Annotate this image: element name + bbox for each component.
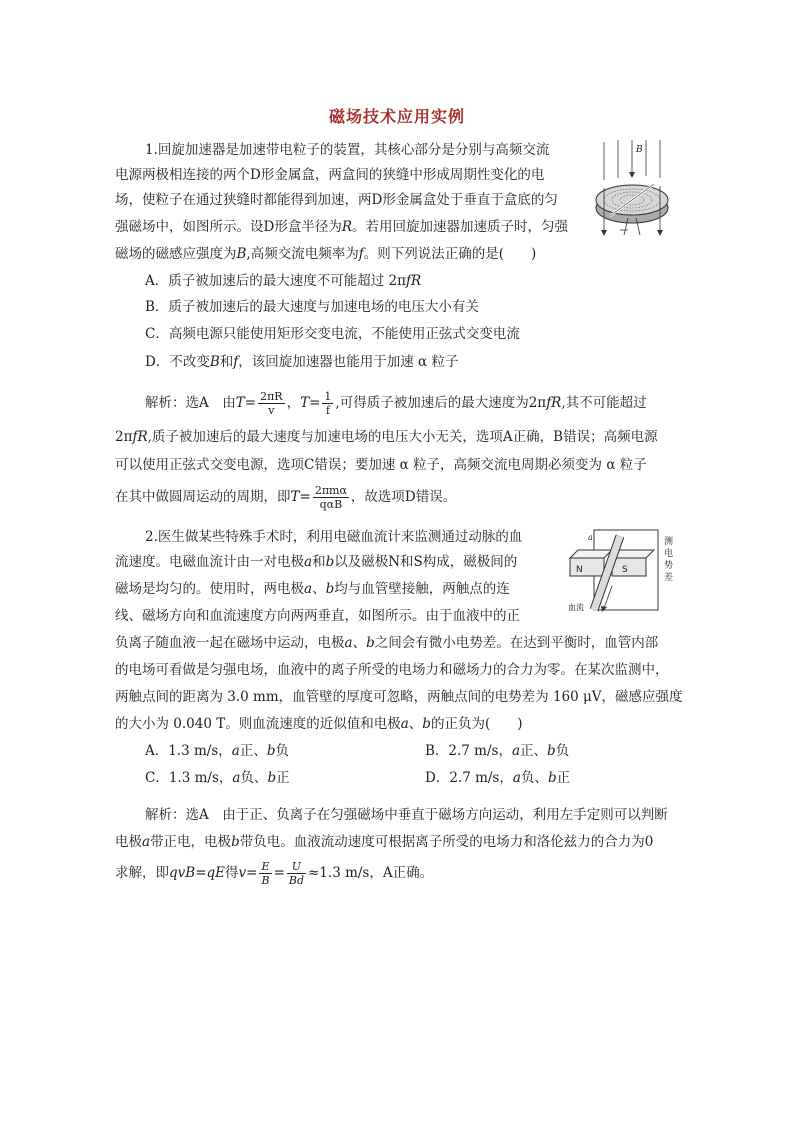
- q2-line-6: 的电场可看做是匀强电场，血液中的离子所受的电场力和磁场力的合力为零。在某次监测中，: [115, 662, 669, 678]
- q1-line-2: 电源两极相连接的两个D形金属盒，两盒间的狭缝中形成周期性变化的电: [115, 167, 545, 183]
- flowmeter-label-a: a: [588, 533, 593, 542]
- q1-line-1: 1.回旋加速器是加速带电粒子的装置，其核心部分是分别与高频交流: [145, 142, 550, 158]
- q1-analysis-line-2: 2πfR,质子被加速后的最大速度与加速电场的电压大小无关，选项A正确，B错误；高频电源: [115, 429, 658, 445]
- q1-analysis-line-3: 可以使用正弦式交变电源，选项C错误；要加速 α 粒子，高频交流电周期必须变为 α 粒子: [115, 457, 647, 473]
- q2-line-2: 流速度。电磁血流计由一对电极a和b以及磁极N和S构成，磁极间的: [115, 554, 518, 570]
- q1-line-4: 强磁场中，如图所示。设D形盒半径为R。若用回旋加速器加速质子时，匀强: [115, 219, 568, 235]
- side-label-char-2: 电: [664, 549, 674, 559]
- fraction-e-over-b: $\frac{E}{B}$: [261, 860, 270, 887]
- q2-analysis-line-2: 电极a带正电，电极b带负电。血液流动速度可根据离子所受的电场力和洛伦兹力的合力为0: [115, 834, 654, 850]
- magnet-pole-n: N: [576, 565, 583, 575]
- cyclotron-figure: [590, 138, 680, 238]
- q1-option-d: D．不改变B和f，该回旋加速器也能用于加速 α 粒子: [145, 354, 459, 370]
- q2-analysis-line-1: 解析：选A 由于正、负离子在匀强磁场中垂直于磁场方向运动，利用左手定则可以判断: [145, 807, 668, 823]
- q2-option-c: C．1.3 m/s，a负、b正: [145, 770, 290, 786]
- q2-line-3: 磁场是均匀的。使用时，两电极a、b均与血管壁接触，两触点的连: [115, 581, 510, 597]
- q2-option-b: B．2.7 m/s，a正、b负: [425, 743, 570, 759]
- q1-line-5: 磁场的磁感应强度为B,高频交流电频率为f。则下列说法正确的是( ): [115, 246, 537, 262]
- q1-analysis-line-1: 解析：选A 由T= $\frac{2\pi R}{v}$ ，T= $\frac{1}{f}$ ,可得质子被加速后的最大速度为2πfR,其不可能超过: [145, 390, 647, 417]
- magnet-pole-s: S: [622, 565, 628, 575]
- q2-option-d: D．2.7 m/s，a负、b正: [425, 770, 571, 786]
- blood-flowmeter-figure: [560, 526, 684, 616]
- q2-line-1: 2.医生做某些特殊手术时，利用电磁血流计来监测通过动脉的血: [145, 529, 523, 545]
- page-title: 磁场技术应用实例: [328, 107, 465, 126]
- fraction-1-over-f: $\frac{1}{f}$: [324, 390, 332, 417]
- blood-flow-label: 血流: [568, 603, 584, 612]
- side-label-char-1: 测: [664, 537, 674, 547]
- fraction-u-over-bd: $\frac{U}{Bd}$: [288, 860, 304, 887]
- q2-line-8: 的大小为 0.040 T。则血流速度的近似值和电极a、b的正负为( ): [115, 716, 523, 732]
- q2-line-5: 负离子随血液一起在磁场中运动，电极a、b之间会有微小电势差。在达到平衡时，血管内部: [115, 635, 659, 651]
- q1-option-c: C．高频电源只能使用矩形交变电流，不能使用正弦式交变电流: [145, 326, 520, 342]
- q2-analysis-line-3: 求解，即qvB=qE得v= $\frac{E}{B}$ = $\frac{U}{Bd}$ ≈1.3 m/s，A正确。: [115, 860, 434, 887]
- fraction-2pir-over-v: $\frac{2\pi R}{v}$: [260, 390, 283, 417]
- fraction-2pim-over-qb: $\frac{\text{2πmα}}{\text{qαB}}$: [314, 484, 347, 511]
- q1-analysis-line-4: 在其中做圆周运动的周期，即T= $\frac{\text{2πmα}}{\text{qαB}}$ ，故选项D错误。: [115, 484, 457, 511]
- q2-option-a: A．1.3 m/s，a正、b负: [145, 743, 290, 759]
- q1-option-a: A．质子被加速后的最大速度不可能超过 2πfR: [145, 273, 422, 289]
- cyclotron-label-b: B: [636, 145, 643, 155]
- q1-option-b: B．质子被加速后的最大速度与加速电场的电压大小有关: [145, 299, 479, 315]
- side-label-char-3: 势: [664, 561, 674, 571]
- q1-line-3: 场，使粒子在通过狭缝时都能得到加速，两D形金属盒处于垂直于盒底的匀: [115, 192, 558, 208]
- q2-line-7: 两触点间的距离为 3.0 mm，血管壁的厚度可忽略，两触点间的电势差为 160 μV，磁感应强度: [115, 689, 683, 705]
- q2-line-4: 线、磁场方向和血流速度方向两两垂直，如图所示。由于血液中的正: [115, 608, 520, 624]
- side-label-char-4: 差: [664, 573, 674, 583]
